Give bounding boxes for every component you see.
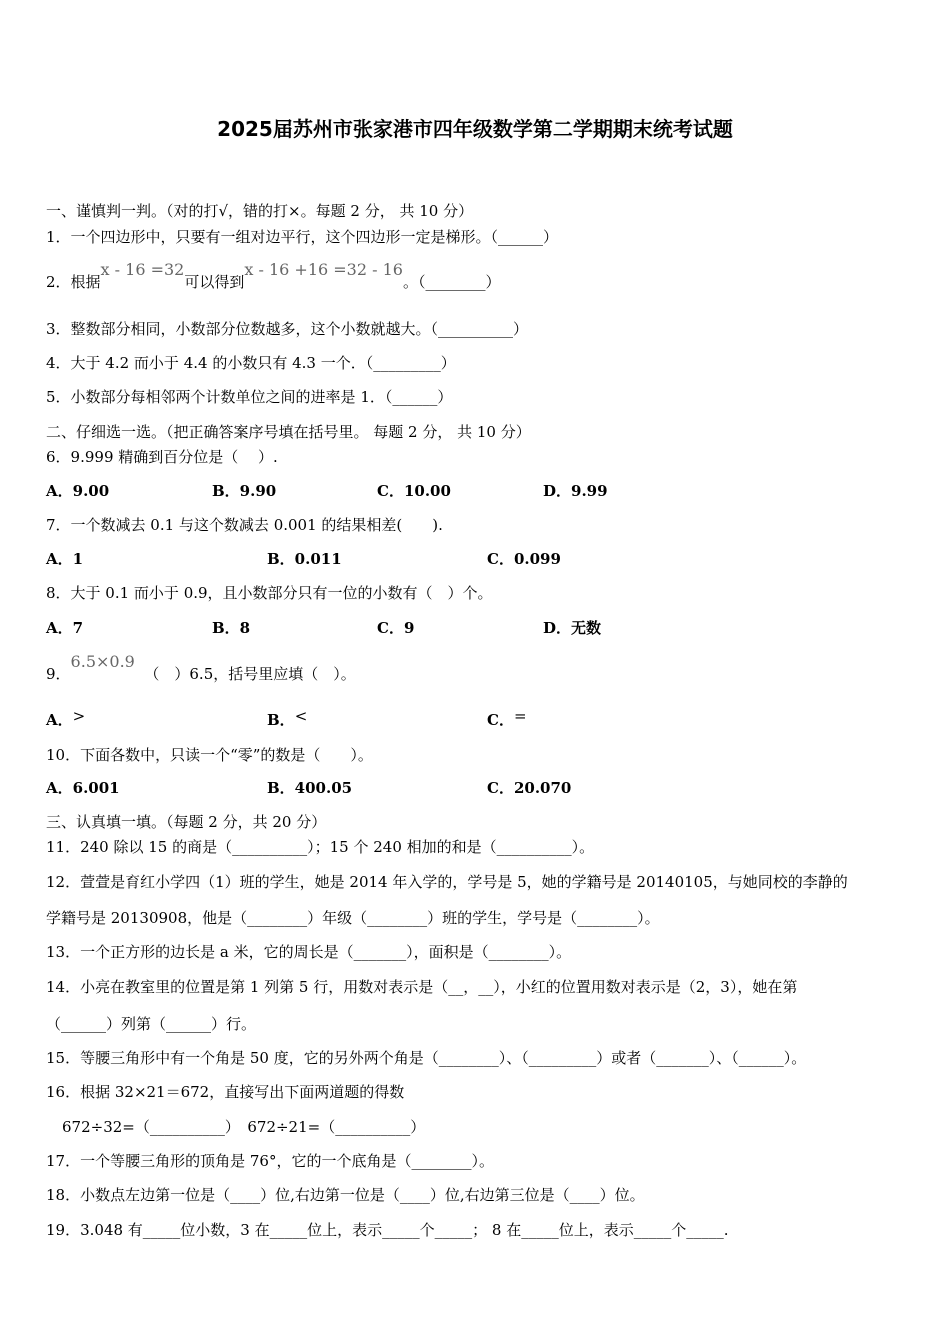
q8-option-b: B．8 <box>212 619 251 637</box>
q6-option-c: C．10.00 <box>377 482 451 500</box>
q10-option-b: B．400.05 <box>267 779 353 797</box>
question-2 <box>46 260 501 292</box>
question-19: 19．3.048 有_____位小数，3 在_____位上，表示_____个_____； 8 在_____位上，表示_____个_____. <box>46 1221 729 1239</box>
q7-option-c: C．0.099 <box>487 550 561 568</box>
question-9 <box>46 652 356 684</box>
question-6: 6．9.999 精确到百分位是（ ）. <box>46 448 278 466</box>
question-16-line-2: 672÷32=（__________） 672÷21=（__________） <box>62 1118 426 1136</box>
q9-option-c <box>487 707 527 730</box>
question-14-line-2: （______）列第（______）行。 <box>46 1015 257 1033</box>
question-2-mid: 可以得到 <box>184 273 245 291</box>
q6-option-d: D．9.99 <box>543 482 608 500</box>
equation-2: x - 16 +16 =32 - 16 <box>244 260 403 279</box>
question-11: 11．240 除以 15 的商是（__________）；15 个 240 相加的和是（__________）。 <box>46 838 595 856</box>
q8-option-a: A．7 <box>46 619 84 637</box>
question-18: 18．小数点左边第一位是（____）位,右边第一位是（____）位,右边第三位是（____）位。 <box>46 1186 645 1204</box>
question-2-tail: 。（________） <box>402 273 501 291</box>
q6-option-b: B．9.90 <box>212 482 277 500</box>
less-than-symbol: < <box>294 707 308 725</box>
question-2-number: 2．根据 <box>46 273 101 291</box>
question-12-line-2: 学籍号是 20130908，他是（________）年级（________）班的学生，学号是（________）。 <box>46 909 660 927</box>
question-5: 5．小数部分每相邻两个计数单位之间的进率是 1．（______） <box>46 388 453 406</box>
q9-option-a <box>46 707 86 730</box>
q9-option-b <box>267 707 308 730</box>
q9-expression: 6.5×0.9 <box>70 652 135 671</box>
question-9-tail: （ ）6.5，括号里应填（ ）。 <box>144 665 356 683</box>
section-heading-3: 三、认真填一填。（每题 2 分，共 20 分） <box>46 813 327 831</box>
section-heading-1: 一、谨慎判一判。（对的打√，错的打×。每题 2 分， 共 10 分） <box>46 202 474 220</box>
q9-option-c-label: C． <box>487 711 514 729</box>
question-3: 3．整数部分相同，小数部分位数越多，这个小数就越大。（__________） <box>46 320 529 338</box>
q10-option-c: C．20.070 <box>487 779 572 797</box>
question-7: 7．一个数减去 0.1 与这个数减去 0.001 的结果相差( ). <box>46 516 443 534</box>
q6-option-a: A．9.00 <box>46 482 110 500</box>
q7-option-a: A．1 <box>46 550 84 568</box>
q9-option-a-label: A． <box>46 711 73 729</box>
q8-option-c: C．9 <box>377 619 415 637</box>
section-heading-2: 二、仔细选一选。（把正确答案序号填在括号里。 每题 2 分， 共 10 分） <box>46 423 531 441</box>
question-15: 15．等腰三角形中有一个角是 50 度，它的另外两个角是（________）、（_________）或者（_______）、（______）。 <box>46 1049 807 1067</box>
question-10: 10．下面各数中，只读一个“零”的数是（ ）。 <box>46 746 373 764</box>
q8-option-d: D．无数 <box>543 619 602 637</box>
greater-than-symbol: > <box>72 707 86 725</box>
q10-option-a: A．6.001 <box>46 779 120 797</box>
page-title: 2025届苏州市张家港市四年级数学第二学期期末统考试题 <box>217 117 733 141</box>
equals-symbol: = <box>513 707 527 725</box>
question-8: 8．大于 0.1 而小于 0.9，且小数部分只有一位的小数有（ ）个。 <box>46 584 493 602</box>
q9-option-b-label: B． <box>267 711 295 729</box>
q7-option-b: B．0.011 <box>267 550 342 568</box>
question-16-line-1: 16．根据 32×21＝672，直接写出下面两道题的得数 <box>46 1083 405 1101</box>
question-4: 4．大于 4.2 而小于 4.4 的小数只有 4.3 一个．（_________） <box>46 354 456 372</box>
equation-1: x - 16 =32 <box>100 260 185 279</box>
question-9-number: 9． <box>46 665 71 683</box>
question-1: 1．一个四边形中，只要有一组对边平行，这个四边形一定是梯形。（______） <box>46 228 559 246</box>
question-14-line-1: 14．小亮在教室里的位置是第 1 列第 5 行，用数对表示是（__，__），小红的位置用数对表示是（2，3），她在第 <box>46 978 798 996</box>
question-13: 13．一个正方形的边长是 a 米，它的周长是（_______），面积是（________）。 <box>46 943 572 961</box>
question-12-line-1: 12．萱萱是育红小学四（1）班的学生，她是 2014 年入学的，学号是 5，她的学籍号是 20140105，与她同校的李静的 <box>46 873 848 891</box>
question-17: 17．一个等腰三角形的顶角是 76°，它的一个底角是（________）。 <box>46 1152 494 1170</box>
